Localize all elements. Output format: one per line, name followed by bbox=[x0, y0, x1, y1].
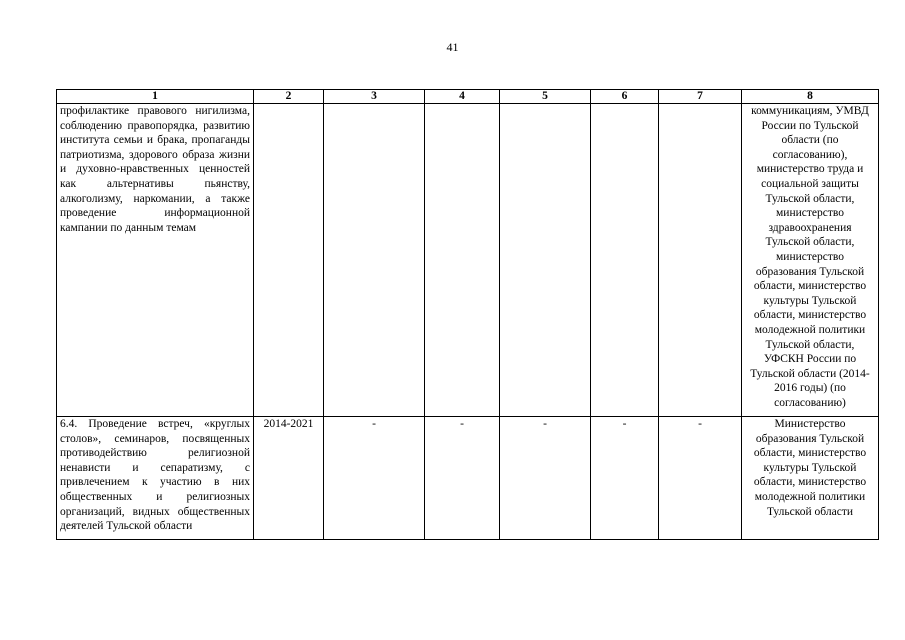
value-cell: - bbox=[324, 417, 425, 540]
period-cell bbox=[254, 104, 324, 417]
measure-description-cell: профилактике правового нигилизма, соблюдению правопорядка, развитию института семьи и брака, пропаганды патриотизма, здорового образа жизни и духовно-нравственных ценностей как альтернативы пьянству, алкоголизму, наркомании, а также проведение информационной кампании по данным темам bbox=[57, 104, 254, 417]
column-header: 6 bbox=[591, 90, 659, 104]
page-number: 41 bbox=[446, 40, 459, 54]
value-cell bbox=[659, 104, 742, 417]
value-cell: - bbox=[591, 417, 659, 540]
column-header: 8 bbox=[742, 90, 879, 104]
period-cell: 2014-2021 bbox=[254, 417, 324, 540]
value-cell: - bbox=[659, 417, 742, 540]
value-cell bbox=[425, 104, 500, 417]
measure-description-cell: 6.4. Проведение встреч, «круглых столов», семинаров, посвященных противодействию религиозной ненависти и сепаратизму, с привлечением к участию в них общественных и религиозных организаций, видных общественных деятелей Тульской области bbox=[57, 417, 254, 540]
value-cell bbox=[500, 104, 591, 417]
value-cell: - bbox=[425, 417, 500, 540]
measures-table bbox=[56, 89, 879, 540]
responsible-cell: Министерство образования Тульской области, министерство культуры Тульской области, министерство молодежной политики Тульской области bbox=[742, 417, 879, 540]
column-header: 3 bbox=[324, 90, 425, 104]
table-header-row bbox=[57, 90, 879, 104]
column-header: 1 bbox=[57, 90, 254, 104]
responsible-cell: коммуникациям, УМВД России по Тульской области (по согласованию), министерство труда и социальной защиты Тульской области, министерство здравоохранения Тульской области, министерство образования Тульской области, министерство культуры Тульской области, министерство молодежной политики Тульской области, УФСКН России по Тульской области (2014-2016 годы) (по согласованию) bbox=[742, 104, 879, 417]
column-header: 5 bbox=[500, 90, 591, 104]
column-header: 2 bbox=[254, 90, 324, 104]
value-cell: - bbox=[500, 417, 591, 540]
table-row bbox=[57, 104, 879, 417]
table-row bbox=[57, 417, 879, 540]
value-cell bbox=[324, 104, 425, 417]
column-header: 4 bbox=[425, 90, 500, 104]
value-cell bbox=[591, 104, 659, 417]
column-header: 7 bbox=[659, 90, 742, 104]
